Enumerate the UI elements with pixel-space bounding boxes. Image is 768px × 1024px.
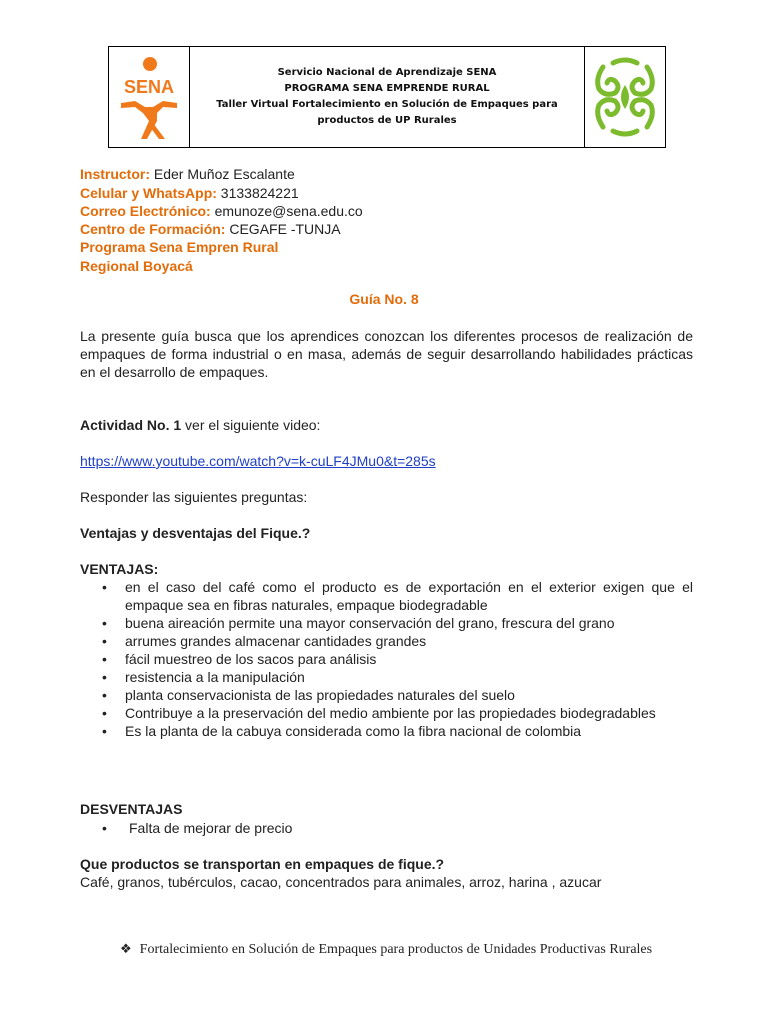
list-item: • fácil muestreo de los sacos para análisis: [80, 650, 693, 668]
email-value: emunoze@sena.edu.co: [214, 203, 363, 219]
document-header: [108, 46, 666, 148]
center-label: Centro de Formación:: [80, 221, 226, 237]
page-footer: [120, 942, 652, 958]
video-link[interactable]: https://www.youtube.com/watch?v=k-cuLF4JMu0&t=285s: [80, 453, 436, 469]
activity-line: [80, 416, 693, 434]
intro-paragraph: La presente guía busca que los aprendices conozcan los diferentes procesos de realización de empaques de forma industrial o en masa, además de seguir desarrollando habilidades prácticas en el desarrollo de empaques.: [80, 328, 693, 380]
list-item: • Contribuye a la preservación del medio ambiente por las propiedades biodegradables: [80, 704, 693, 722]
question-1: Ventajas y desventajas del Fique.?: [80, 525, 311, 541]
email-line: [80, 202, 363, 220]
sena-logo-cell: [109, 47, 190, 147]
list-item: • planta conservacionista de las propiedades naturales del suelo: [80, 686, 693, 704]
ventajas-list: [80, 578, 693, 740]
center-value: CEGAFE -TUNJA: [229, 221, 341, 237]
instructor-label: Instructor:: [80, 166, 150, 182]
program-name: Programa Sena Empren Rural: [80, 239, 279, 255]
answer-prompt: Responder las siguientes preguntas:: [80, 489, 308, 505]
header-title-cell: [190, 47, 585, 147]
activity-text: ver el siguiente video:: [181, 417, 321, 433]
emprende-rural-emblem: [589, 55, 661, 139]
instructor-line: [80, 165, 295, 183]
emblem-cell: [585, 47, 665, 147]
footer-text: Fortalecimiento en Solución de Empaques para productos de Unidades Productivas Rurales: [139, 942, 653, 957]
list-item: • en el caso del café como el producto es de exportación en el exterior exigen que el empaque sea en fibras naturales, empaque biodegradable: [80, 578, 693, 614]
video-link-line: [80, 452, 693, 470]
header-line-1: Servicio Nacional de Aprendizaje SENA: [277, 67, 497, 78]
answer-2: Café, granos, tubérculos, cacao, concentrados para animales, arroz, harina , azucar: [80, 874, 602, 890]
list-item: • arrumes grandes almacenar cantidades grandes: [80, 632, 693, 650]
diamond-bullet-icon: ❖: [120, 942, 132, 957]
instructor-value: Eder Muñoz Escalante: [153, 166, 295, 182]
header-line-3: Taller Virtual Fortalecimiento en Solución de Empaques para: [216, 99, 558, 110]
phone-line: [80, 184, 299, 202]
header-line-4: productos de UP Rurales: [317, 115, 457, 126]
desventajas-heading: DESVENTAJAS: [80, 801, 183, 817]
email-label: Correo Electrónico:: [80, 203, 211, 219]
ventajas-heading: VENTAJAS:: [80, 561, 159, 577]
sena-logo: [117, 55, 181, 139]
center-line: [80, 220, 341, 238]
question-2: Que productos se transportan en empaques de fique.?: [80, 856, 445, 872]
phone-value: 3133824221: [220, 185, 299, 201]
list-item: • Falta de mejorar de precio: [80, 819, 693, 837]
header-line-2: PROGRAMA SENA EMPRENDE RURAL: [284, 83, 490, 94]
sena-logo-text: SENA: [123, 77, 175, 97]
list-item: • Es la planta de la cabuya considerada como la fibra nacional de colombia: [80, 722, 693, 740]
list-item: • buena aireación permite una mayor conservación del grano, frescura del grano: [80, 614, 693, 632]
regional-name: Regional Boyacá: [80, 258, 193, 274]
desventajas-list: [80, 819, 693, 837]
phone-label: Celular y WhatsApp:: [80, 185, 217, 201]
list-item: • resistencia a la manipulación: [80, 668, 693, 686]
activity-label: Actividad No. 1: [80, 417, 182, 433]
guide-title: Guía No. 8: [349, 291, 419, 307]
